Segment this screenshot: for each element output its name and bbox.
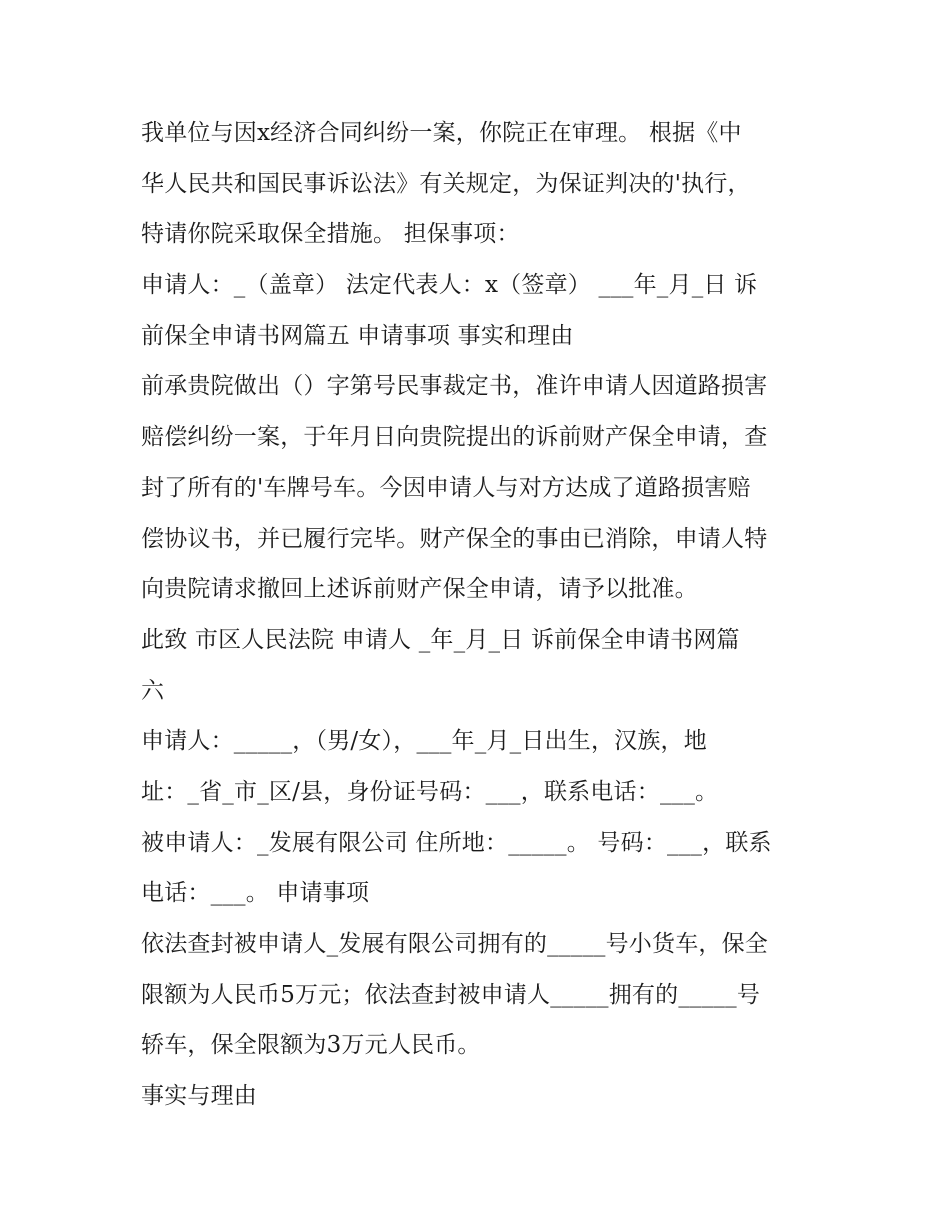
- text-line-11: 此致 市区人民法院 申请人 _年_月_日 诉前保全申请书网篇: [141, 626, 740, 653]
- text-line-10: 向贵院请求撤回上述诉前财产保全申请，请予以批准。: [141, 576, 698, 603]
- text-line-7: 赔偿纠纷一案，于年月日向贵院提出的诉前财产保全申请，查: [141, 424, 768, 451]
- text-line-4: 申请人：_（盖章） 法定代表人：x（签章） ___年_月_日 诉: [141, 272, 758, 299]
- text-line-6: 前承贵院做出（）字第号民事裁定书，准许申请人因道路损害: [141, 373, 768, 400]
- text-line-5: 前保全申请书网篇五 申请事项 事实和理由: [141, 322, 574, 349]
- text-line-18: 限额为人民币5万元；依法查封被申请人_____拥有的_____号: [141, 981, 761, 1008]
- text-line-2: 华人民共和国民事诉讼法》有关规定，为保证判决的'执行，: [141, 170, 751, 197]
- text-line-13: 申请人：_____，（男/女），___年_月_日出生，汉族，地: [141, 728, 707, 755]
- text-line-19: 轿车，保全限额为3万元人民币。: [141, 1032, 481, 1059]
- text-line-8: 封了所有的'车牌号车。今因申请人与对方达成了道路损害赔: [141, 474, 751, 501]
- text-line-17: 依法查封被申请人_发展有限公司拥有的_____号小货车，保全: [141, 931, 768, 957]
- text-line-14: 址：_省_市_区/县，身份证号码：___，联系电话：___。: [141, 778, 719, 805]
- text-line-20: 事实与理由: [141, 1083, 257, 1110]
- text-line-3: 特请你院采取保全措施。 担保事项：: [141, 221, 520, 248]
- text-line-15: 被申请人：_发展有限公司 住所地：_____。 号码：___，联系: [141, 829, 772, 856]
- text-line-16: 电话：___。 申请事项: [141, 880, 370, 907]
- text-line-1: 我单位与因x经济合同纠纷一案，你院正在审理。 根据《中: [141, 120, 742, 146]
- text-line-9: 偿协议书，并已履行完毕。财产保全的事由已消除，申请人特: [141, 525, 768, 552]
- document-body: [141, 108, 821, 1122]
- text-line-12: 六: [141, 677, 165, 704]
